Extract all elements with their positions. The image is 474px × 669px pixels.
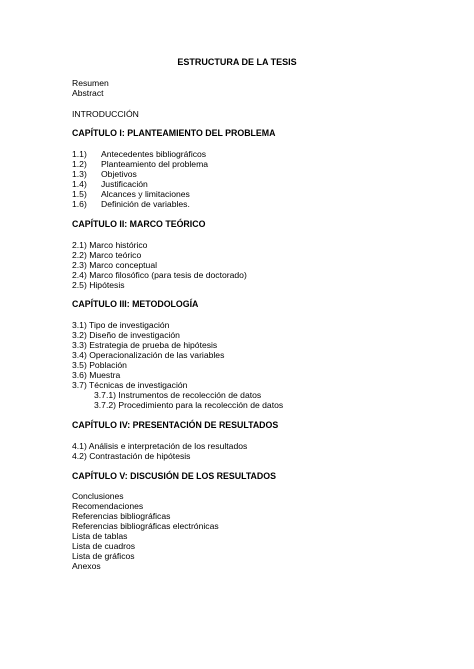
chapter-1-heading: CAPÍTULO I: PLANTEAMIENTO DEL PROBLEMA: [72, 128, 276, 138]
item-number: 1.6): [72, 199, 87, 209]
item-number: 1.3): [72, 169, 87, 179]
chapter-4-heading: CAPÍTULO IV: PRESENTACIÓN DE RESULTADOS: [72, 420, 279, 430]
item-number: 1.4): [72, 179, 87, 189]
item-text: Planteamiento del problema: [101, 159, 209, 169]
back-item: Conclusiones: [72, 491, 124, 501]
back-item: Referencias bibliográficas: [72, 511, 171, 521]
chapter-4-item: 4.1) Análisis e interpretación de los resultados: [72, 441, 248, 451]
chapter-2-item: 2.1) Marco histórico: [72, 240, 148, 250]
item-number: 1.2): [72, 159, 87, 169]
item-text: Alcances y limitaciones: [101, 189, 190, 199]
chapter-3-item: 3.4) Operacionalización de las variables: [72, 350, 225, 360]
chapter-2-item: 2.5) Hipótesis: [72, 280, 125, 290]
back-item: Lista de gráficos: [72, 551, 135, 561]
chapter-3-item: 3.7) Técnicas de investigación: [72, 380, 188, 390]
chapter-1-item: [72, 199, 190, 209]
chapter-1-item: [72, 179, 148, 189]
item-text: Justificación: [101, 179, 148, 189]
chapter-3-item: 3.5) Población: [72, 360, 127, 370]
chapter-1-item: [72, 169, 137, 179]
chapter-3-subitem: 3.7.1) Instrumentos de recolección de datos: [94, 390, 262, 400]
item-text: Definición de variables.: [101, 199, 190, 209]
back-item: Lista de cuadros: [72, 541, 136, 551]
chapter-2-heading: CAPÍTULO II: MARCO TEÓRICO: [72, 219, 206, 229]
chapter-2-item: 2.4) Marco filosófico (para tesis de doctorado): [72, 270, 247, 280]
back-item: Lista de tablas: [72, 531, 128, 541]
back-item: Recomendaciones: [72, 501, 144, 511]
front-item-resumen: Resumen: [72, 78, 109, 88]
chapter-3-subitem: 3.7.2) Procedimiento para la recolección de datos: [94, 400, 284, 410]
item-text: Objetivos: [101, 169, 137, 179]
chapter-2-item: 2.3) Marco conceptual: [72, 260, 158, 270]
chapter-3-item: 3.1) Tipo de investigación: [72, 320, 170, 330]
chapter-3-item: 3.6) Muestra: [72, 370, 121, 380]
item-number: 1.1): [72, 149, 87, 159]
introduccion-heading: INTRODUCCIÓN: [72, 109, 139, 119]
front-item-abstract: Abstract: [72, 88, 104, 98]
item-number: 1.5): [72, 189, 87, 199]
chapter-3-item: 3.2) Diseño de investigación: [72, 330, 180, 340]
chapter-1-item: [72, 189, 190, 199]
chapter-1-item: [72, 159, 208, 169]
back-item: Anexos: [72, 561, 101, 571]
back-item: Referencias bibliográficas electrónicas: [72, 521, 219, 531]
chapter-4-item: 4.2) Contrastación de hipótesis: [72, 451, 191, 461]
chapter-5-heading: CAPÍTULO V: DISCUSIÓN DE LOS RESULTADOS: [72, 471, 276, 481]
document-title: ESTRUCTURA DE LA TESIS: [177, 57, 297, 67]
chapter-3-item: 3.3) Estrategia de prueba de hipótesis: [72, 340, 218, 350]
chapter-1-item: [72, 149, 206, 159]
item-text: Antecedentes bibliográficos: [101, 149, 207, 159]
chapter-3-heading: CAPÍTULO III: METODOLOGÍA: [72, 299, 199, 309]
chapter-2-item: 2.2) Marco teórico: [72, 250, 142, 260]
